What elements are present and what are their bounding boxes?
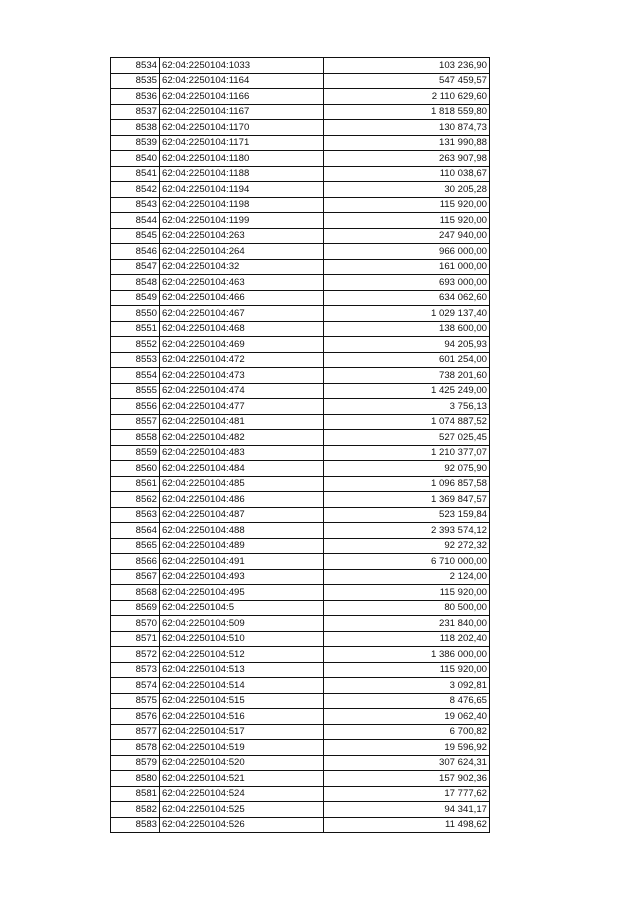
value-cell: 161 000,00 [324,259,490,275]
cadastral-number-cell: 62:04:2250104:1171 [160,135,324,151]
cadastral-number-cell: 62:04:2250104:1194 [160,182,324,198]
cadastral-number-cell: 62:04:2250104:466 [160,290,324,306]
cadastral-number-cell: 62:04:2250104:489 [160,538,324,554]
row-number-cell: 8561 [111,476,160,492]
table-row [111,507,490,523]
row-number-cell: 8550 [111,306,160,322]
value-cell: 115 920,00 [324,585,490,601]
cadastral-number-cell: 62:04:2250104:481 [160,414,324,430]
cadastral-number-cell: 62:04:2250104:32 [160,259,324,275]
row-number-cell: 8543 [111,197,160,213]
value-cell: 103 236,90 [324,58,490,74]
cadastral-number-cell: 62:04:2250104:472 [160,352,324,368]
table-row [111,476,490,492]
row-number-cell: 8565 [111,538,160,554]
table-row [111,368,490,384]
table-row [111,616,490,632]
cadastral-number-cell: 62:04:2250104:525 [160,802,324,818]
row-number-cell: 8540 [111,151,160,167]
table-row [111,244,490,260]
row-number-cell: 8551 [111,321,160,337]
value-cell: 110 038,67 [324,166,490,182]
row-number-cell: 8535 [111,73,160,89]
cadastral-number-cell: 62:04:2250104:493 [160,569,324,585]
cadastral-number-cell: 62:04:2250104:473 [160,368,324,384]
value-cell: 80 500,00 [324,600,490,616]
table-row [111,414,490,430]
table-row [111,275,490,291]
row-number-cell: 8566 [111,554,160,570]
cadastral-number-cell: 62:04:2250104:510 [160,631,324,647]
cadastral-number-cell: 62:04:2250104:486 [160,492,324,508]
row-number-cell: 8542 [111,182,160,198]
cadastral-number-cell: 62:04:2250104:515 [160,693,324,709]
value-cell: 118 202,40 [324,631,490,647]
table-row [111,399,490,415]
value-cell: 92 075,90 [324,461,490,477]
row-number-cell: 8574 [111,678,160,694]
table-row [111,151,490,167]
cadastral-number-cell: 62:04:2250104:484 [160,461,324,477]
cadastral-number-cell: 62:04:2250104:513 [160,662,324,678]
table-row [111,538,490,554]
value-cell: 17 777,62 [324,786,490,802]
row-number-cell: 8538 [111,120,160,136]
row-number-cell: 8548 [111,275,160,291]
table-row [111,445,490,461]
row-number-cell: 8580 [111,771,160,787]
row-number-cell: 8545 [111,228,160,244]
cadastral-number-cell: 62:04:2250104:517 [160,724,324,740]
value-cell: 693 000,00 [324,275,490,291]
cadastral-number-cell: 62:04:2250104:509 [160,616,324,632]
value-cell: 634 062,60 [324,290,490,306]
table-row [111,693,490,709]
cadastral-number-cell: 62:04:2250104:463 [160,275,324,291]
cadastral-number-cell: 62:04:2250104:491 [160,554,324,570]
table-row [111,337,490,353]
value-cell: 1 074 887,52 [324,414,490,430]
row-number-cell: 8577 [111,724,160,740]
table-row [111,259,490,275]
cadastral-number-cell: 62:04:2250104:264 [160,244,324,260]
table-row [111,166,490,182]
cadastral-number-cell: 62:04:2250104:482 [160,430,324,446]
value-cell: 3 092,81 [324,678,490,694]
row-number-cell: 8555 [111,383,160,399]
table-row [111,135,490,151]
table-row [111,802,490,818]
cadastral-number-cell: 62:04:2250104:485 [160,476,324,492]
cadastral-number-cell: 62:04:2250104:487 [160,507,324,523]
table-row [111,430,490,446]
row-number-cell: 8539 [111,135,160,151]
table-row [111,321,490,337]
value-cell: 2 110 629,60 [324,89,490,105]
table-row [111,228,490,244]
cadastral-number-cell: 62:04:2250104:263 [160,228,324,244]
row-number-cell: 8557 [111,414,160,430]
cadastral-number-cell: 62:04:2250104:1188 [160,166,324,182]
value-cell: 547 459,57 [324,73,490,89]
value-cell: 601 254,00 [324,352,490,368]
row-number-cell: 8554 [111,368,160,384]
row-number-cell: 8573 [111,662,160,678]
value-cell: 1 029 137,40 [324,306,490,322]
cadastral-number-cell: 62:04:2250104:1164 [160,73,324,89]
table-row [111,724,490,740]
cadastral-number-cell: 62:04:2250104:1166 [160,89,324,105]
table-row [111,104,490,120]
row-number-cell: 8547 [111,259,160,275]
cadastral-number-cell: 62:04:2250104:521 [160,771,324,787]
row-number-cell: 8570 [111,616,160,632]
table-row [111,58,490,74]
value-cell: 6 700,82 [324,724,490,740]
value-cell: 738 201,60 [324,368,490,384]
row-number-cell: 8546 [111,244,160,260]
cadastral-number-cell: 62:04:2250104:512 [160,647,324,663]
cadastral-number-cell: 62:04:2250104:477 [160,399,324,415]
row-number-cell: 8558 [111,430,160,446]
row-number-cell: 8576 [111,709,160,725]
row-number-cell: 8572 [111,647,160,663]
cadastral-number-cell: 62:04:2250104:1170 [160,120,324,136]
table-row [111,213,490,229]
value-cell: 2 393 574,12 [324,523,490,539]
row-number-cell: 8560 [111,461,160,477]
row-number-cell: 8571 [111,631,160,647]
value-cell: 966 000,00 [324,244,490,260]
table-row [111,600,490,616]
row-number-cell: 8567 [111,569,160,585]
table-row [111,492,490,508]
value-cell: 8 476,65 [324,693,490,709]
value-cell: 19 062,40 [324,709,490,725]
table-row [111,306,490,322]
value-cell: 115 920,00 [324,213,490,229]
row-number-cell: 8563 [111,507,160,523]
value-cell: 1 386 000,00 [324,647,490,663]
value-cell: 11 498,62 [324,817,490,833]
value-cell: 3 756,13 [324,399,490,415]
table-row [111,383,490,399]
row-number-cell: 8568 [111,585,160,601]
value-cell: 94 205,93 [324,337,490,353]
value-cell: 1 210 377,07 [324,445,490,461]
cadastral-number-cell: 62:04:2250104:524 [160,786,324,802]
table-row [111,755,490,771]
cadastral-number-cell: 62:04:2250104:1199 [160,213,324,229]
cadastral-number-cell: 62:04:2250104:1033 [160,58,324,74]
cadastral-value-table [110,57,490,833]
cadastral-number-cell: 62:04:2250104:520 [160,755,324,771]
value-cell: 231 840,00 [324,616,490,632]
row-number-cell: 8578 [111,740,160,756]
row-number-cell: 8564 [111,523,160,539]
row-number-cell: 8569 [111,600,160,616]
cadastral-number-cell: 62:04:2250104:1198 [160,197,324,213]
cadastral-number-cell: 62:04:2250104:495 [160,585,324,601]
value-cell: 94 341,17 [324,802,490,818]
row-number-cell: 8575 [111,693,160,709]
cadastral-number-cell: 62:04:2250104:1180 [160,151,324,167]
table-row [111,647,490,663]
value-cell: 115 920,00 [324,662,490,678]
row-number-cell: 8544 [111,213,160,229]
cadastral-number-cell: 62:04:2250104:467 [160,306,324,322]
table-row [111,197,490,213]
value-cell: 115 920,00 [324,197,490,213]
table-row [111,678,490,694]
row-number-cell: 8581 [111,786,160,802]
value-cell: 1 369 847,57 [324,492,490,508]
row-number-cell: 8541 [111,166,160,182]
table-row [111,523,490,539]
cadastral-number-cell: 62:04:2250104:516 [160,709,324,725]
row-number-cell: 8579 [111,755,160,771]
value-cell: 1 425 249,00 [324,383,490,399]
table-row [111,120,490,136]
cadastral-number-cell: 62:04:2250104:1167 [160,104,324,120]
table-row [111,771,490,787]
table-row [111,461,490,477]
table-row [111,73,490,89]
value-cell: 92 272,32 [324,538,490,554]
table-row [111,352,490,368]
value-cell: 6 710 000,00 [324,554,490,570]
row-number-cell: 8553 [111,352,160,368]
value-cell: 19 596,92 [324,740,490,756]
cadastral-number-cell: 62:04:2250104:469 [160,337,324,353]
value-cell: 247 940,00 [324,228,490,244]
row-number-cell: 8562 [111,492,160,508]
row-number-cell: 8537 [111,104,160,120]
cadastral-number-cell: 62:04:2250104:483 [160,445,324,461]
value-cell: 138 600,00 [324,321,490,337]
row-number-cell: 8549 [111,290,160,306]
cadastral-number-cell: 62:04:2250104:519 [160,740,324,756]
row-number-cell: 8582 [111,802,160,818]
cadastral-number-cell: 62:04:2250104:526 [160,817,324,833]
row-number-cell: 8536 [111,89,160,105]
row-number-cell: 8559 [111,445,160,461]
table-row [111,817,490,833]
row-number-cell: 8534 [111,58,160,74]
table-row [111,709,490,725]
table-row [111,585,490,601]
cadastral-number-cell: 62:04:2250104:5 [160,600,324,616]
table-row [111,740,490,756]
value-cell: 307 624,31 [324,755,490,771]
row-number-cell: 8583 [111,817,160,833]
table-row [111,554,490,570]
table-row [111,290,490,306]
table-row [111,631,490,647]
table-row [111,569,490,585]
table-row [111,662,490,678]
table-row [111,182,490,198]
value-cell: 263 907,98 [324,151,490,167]
value-cell: 1 096 857,58 [324,476,490,492]
cadastral-number-cell: 62:04:2250104:488 [160,523,324,539]
table-row [111,89,490,105]
row-number-cell: 8552 [111,337,160,353]
value-cell: 527 025,45 [324,430,490,446]
table-row [111,786,490,802]
value-cell: 131 990,88 [324,135,490,151]
value-cell: 1 818 559,80 [324,104,490,120]
cadastral-number-cell: 62:04:2250104:514 [160,678,324,694]
value-cell: 157 902,36 [324,771,490,787]
cadastral-number-cell: 62:04:2250104:468 [160,321,324,337]
value-cell: 30 205,28 [324,182,490,198]
value-cell: 523 159,84 [324,507,490,523]
table-body [111,58,490,833]
row-number-cell: 8556 [111,399,160,415]
cadastral-number-cell: 62:04:2250104:474 [160,383,324,399]
value-cell: 2 124,00 [324,569,490,585]
value-cell: 130 874,73 [324,120,490,136]
